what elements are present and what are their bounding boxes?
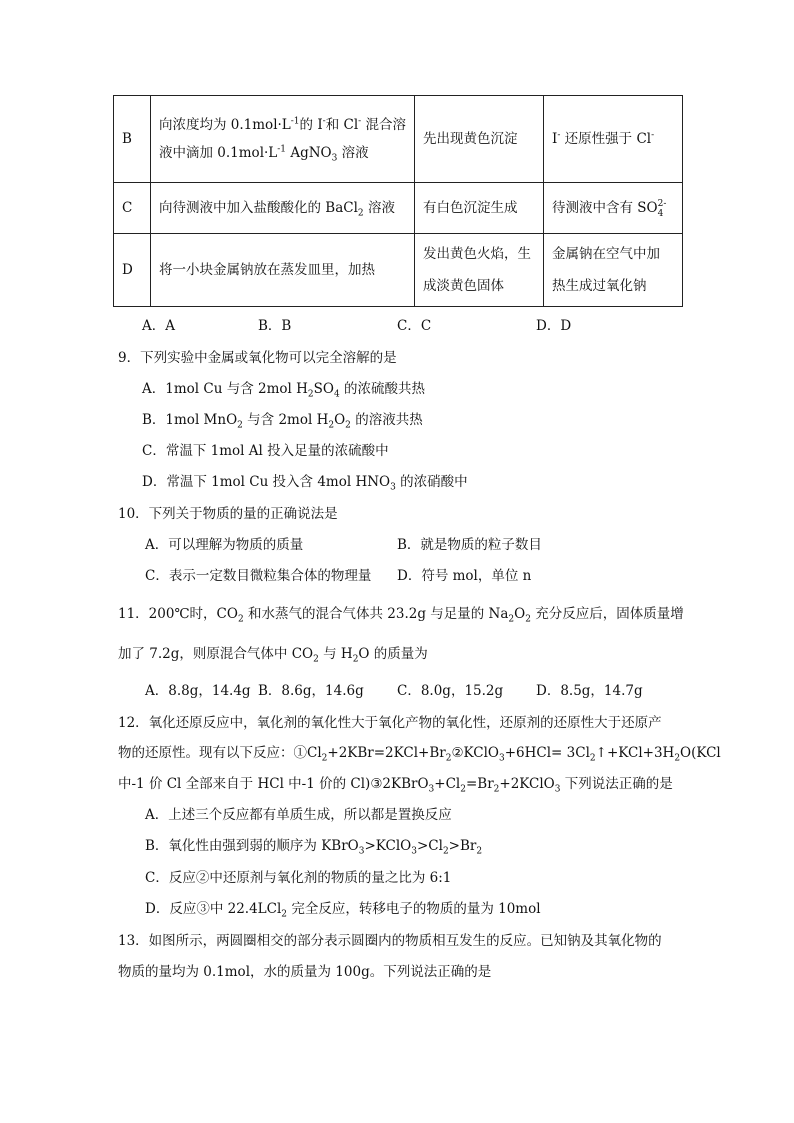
q9-stem: 9．下列实验中金属或氧化物可以完全溶解的是 xyxy=(118,350,397,366)
text: O xyxy=(514,606,526,622)
sub: 3 xyxy=(331,153,338,164)
q11-option-d: D．8.5g，14.7g xyxy=(536,683,643,699)
sub: 3 xyxy=(411,846,417,857)
q10-option-b: B．就是物质的粒子数目 xyxy=(397,537,542,553)
sub: 2 xyxy=(307,389,314,400)
sub: 2 xyxy=(508,614,515,625)
table-row xyxy=(114,183,683,234)
sub: 2 xyxy=(357,208,364,219)
text: +Cl xyxy=(434,776,461,792)
phenomenon-cell xyxy=(415,234,544,307)
sub: 3 xyxy=(358,846,365,857)
text: 向浓度均为 0.1mol·L xyxy=(159,117,291,133)
text: I xyxy=(552,131,558,147)
text: 发出黄色火焰，生 xyxy=(423,246,531,262)
q11-option-c: C．8.0g，15.2g xyxy=(397,683,504,699)
q8-choice-c: C．C xyxy=(397,318,432,334)
sub: 2 xyxy=(328,420,335,431)
sup: - xyxy=(358,116,362,127)
sub: 2 xyxy=(442,846,449,857)
sub: 3 xyxy=(390,482,396,493)
q12-option-d xyxy=(145,897,541,920)
sub: 2 xyxy=(674,753,681,764)
q12-stem-line1: 12．氧化还原反应中，氧化剂的氧化性大于氧化产物的氧化性，还原剂的还原性大于还原产 xyxy=(118,715,662,731)
q11-stem-line2 xyxy=(118,642,428,665)
sub: 2 xyxy=(589,753,596,764)
sup: -1 xyxy=(277,144,287,155)
sup: 2- xyxy=(657,198,667,209)
q9-option-b xyxy=(142,408,423,431)
q8-choice-d: D．D xyxy=(536,318,572,334)
sub: 2 xyxy=(345,420,351,431)
sub: 2 xyxy=(321,753,328,764)
operation-cell xyxy=(151,96,415,183)
sub: 2 xyxy=(352,654,359,665)
text: =Br xyxy=(465,776,494,792)
sub: 4 xyxy=(657,208,664,219)
sub: 3 xyxy=(499,753,505,764)
q8-choice-b: B．B xyxy=(258,318,292,334)
text: 物的还原性。现有以下反应：①Cl xyxy=(118,745,322,761)
sub: 2 xyxy=(237,614,244,625)
text: 金属钠在空气中加 xyxy=(552,246,660,262)
text: +2KClO xyxy=(499,776,555,792)
text: B．氧化性由强到弱的顺序为 KBrO xyxy=(145,838,359,854)
q9-option-a xyxy=(142,377,425,400)
option-cell: C xyxy=(114,183,151,234)
text: 混合溶 xyxy=(361,117,407,133)
q12-stem-line2 xyxy=(118,741,721,764)
conclusion-cell xyxy=(544,183,683,234)
text: ②KClO xyxy=(451,745,499,761)
text: O(KCl xyxy=(680,745,721,761)
text: O xyxy=(334,412,346,428)
text: +6HCl= 3Cl xyxy=(504,745,590,761)
text: >Cl xyxy=(416,838,443,854)
text: 溶液 xyxy=(363,200,395,216)
text: 和 Cl xyxy=(325,117,359,133)
text: 液中滴加 0.1mol·L xyxy=(159,145,278,161)
sup: - xyxy=(322,116,326,127)
sub: 2 xyxy=(313,654,319,665)
option-cell: B xyxy=(114,96,151,183)
q8-choice-a: A．A xyxy=(142,318,175,334)
q9-option-c: C．常温下 1mol Al 投入足量的浓硫酸中 xyxy=(142,443,389,459)
sub: 2 xyxy=(460,784,466,795)
text: 的浓硫酸共热 xyxy=(339,381,425,397)
sub: 2 xyxy=(525,614,531,625)
sub: 2 xyxy=(476,846,483,857)
text: 加了 7.2g，则原混合气体中 CO xyxy=(118,646,314,662)
text: 的 I xyxy=(299,117,323,133)
table-row xyxy=(114,96,683,183)
text: >Br xyxy=(448,838,477,854)
sub: 4 xyxy=(333,389,340,400)
text: 的浓硝酸中 xyxy=(395,474,468,490)
sub: 2 xyxy=(237,420,243,431)
sup: -1 xyxy=(290,116,300,127)
conclusion-cell xyxy=(544,234,683,307)
text: D．反应③中 22.4LCl xyxy=(145,901,282,917)
text: 与含 2mol H xyxy=(242,412,329,428)
operation-cell: 将一小块金属钠放在蒸发皿里，加热 xyxy=(151,234,415,307)
q11-option-b: B．8.6g，14.6g xyxy=(258,683,364,699)
text: 下列说法正确的是 xyxy=(560,776,673,792)
operation-cell xyxy=(151,183,415,234)
q11-stem-line1 xyxy=(118,602,684,625)
q13-stem-line2: 物质的量均为 0.1mol，水的质量为 100g。下列说法正确的是 xyxy=(118,964,492,980)
text: 还原性强于 Cl xyxy=(560,131,652,147)
q10-option-c: C．表示一定数目微粒集合体的物理量 xyxy=(145,568,372,584)
sup: - xyxy=(557,130,561,141)
q12-option-c: C．反应②中还原剂与氧化剂的物质的量之比为 6:1 xyxy=(145,870,452,886)
conclusion-cell xyxy=(544,96,683,183)
q8-table xyxy=(113,95,683,307)
sub: 2 xyxy=(281,909,288,920)
q13-stem-line1: 13．如图所示，两圆圈相交的部分表示圆圈内的物质相互发生的反应。已知钠及其氧化物的 xyxy=(118,933,662,949)
text: A．1mol Cu 与含 2mol H xyxy=(142,381,308,397)
text: 的溶液共热 xyxy=(350,412,423,428)
text: 待测液中含有 SO xyxy=(552,200,658,216)
text: 溶液 xyxy=(337,145,369,161)
q10-option-a: A．可以理解为物质的质量 xyxy=(145,537,304,553)
text: +2KBr=2KCl+Br xyxy=(327,745,446,761)
text: 11．200℃时，CO xyxy=(118,606,238,622)
sub: 2 xyxy=(445,753,452,764)
text: 热生成过氧化钠 xyxy=(552,278,647,294)
option-cell: D xyxy=(114,234,151,307)
text: 与 H xyxy=(318,646,353,662)
text: SO xyxy=(313,381,334,397)
sub: 2 xyxy=(493,784,500,795)
phenomenon-cell: 有白色沉淀生成 xyxy=(415,183,544,234)
table-row xyxy=(114,234,683,307)
sup: - xyxy=(651,130,655,141)
text: 和水蒸气的混合气体共 23.2g 与足量的 Na xyxy=(243,606,509,622)
text: O 的质量为 xyxy=(358,646,428,662)
sub: 3 xyxy=(554,784,561,795)
text: 完全反应，转移电子的物质的量为 10mol xyxy=(287,901,541,917)
text: ↑+KCl+3H xyxy=(595,745,675,761)
text: >KClO xyxy=(364,838,412,854)
q10-option-d: D．符号 mol，单位 n xyxy=(397,568,532,584)
q12-option-b xyxy=(145,834,483,857)
q12-stem-line3 xyxy=(118,772,673,795)
q12-option-a: A．上述三个反应都有单质生成，所以都是置换反应 xyxy=(145,807,452,823)
text: 成淡黄色固体 xyxy=(423,278,504,294)
q10-stem: 10．下列关于物质的量的正确说法是 xyxy=(118,506,338,522)
text: 充分反应后，固体质量增 xyxy=(530,606,684,622)
q11-option-a: A．8.8g，14.4g xyxy=(145,683,251,699)
text: B．1mol MnO xyxy=(142,412,238,428)
phenomenon-cell: 先出现黄色沉淀 xyxy=(415,96,544,183)
text: D．常温下 1mol Cu 投入含 4mol HNO xyxy=(142,474,391,490)
text: 中-1 价 Cl 全部来自于 HCl 中-1 价的 Cl)③2KBrO xyxy=(118,776,429,792)
q9-option-d xyxy=(142,470,468,493)
text: 向待测液中加入盐酸酸化的 BaCl xyxy=(159,200,358,216)
sub: 3 xyxy=(428,784,435,795)
text: AgNO xyxy=(286,145,332,161)
